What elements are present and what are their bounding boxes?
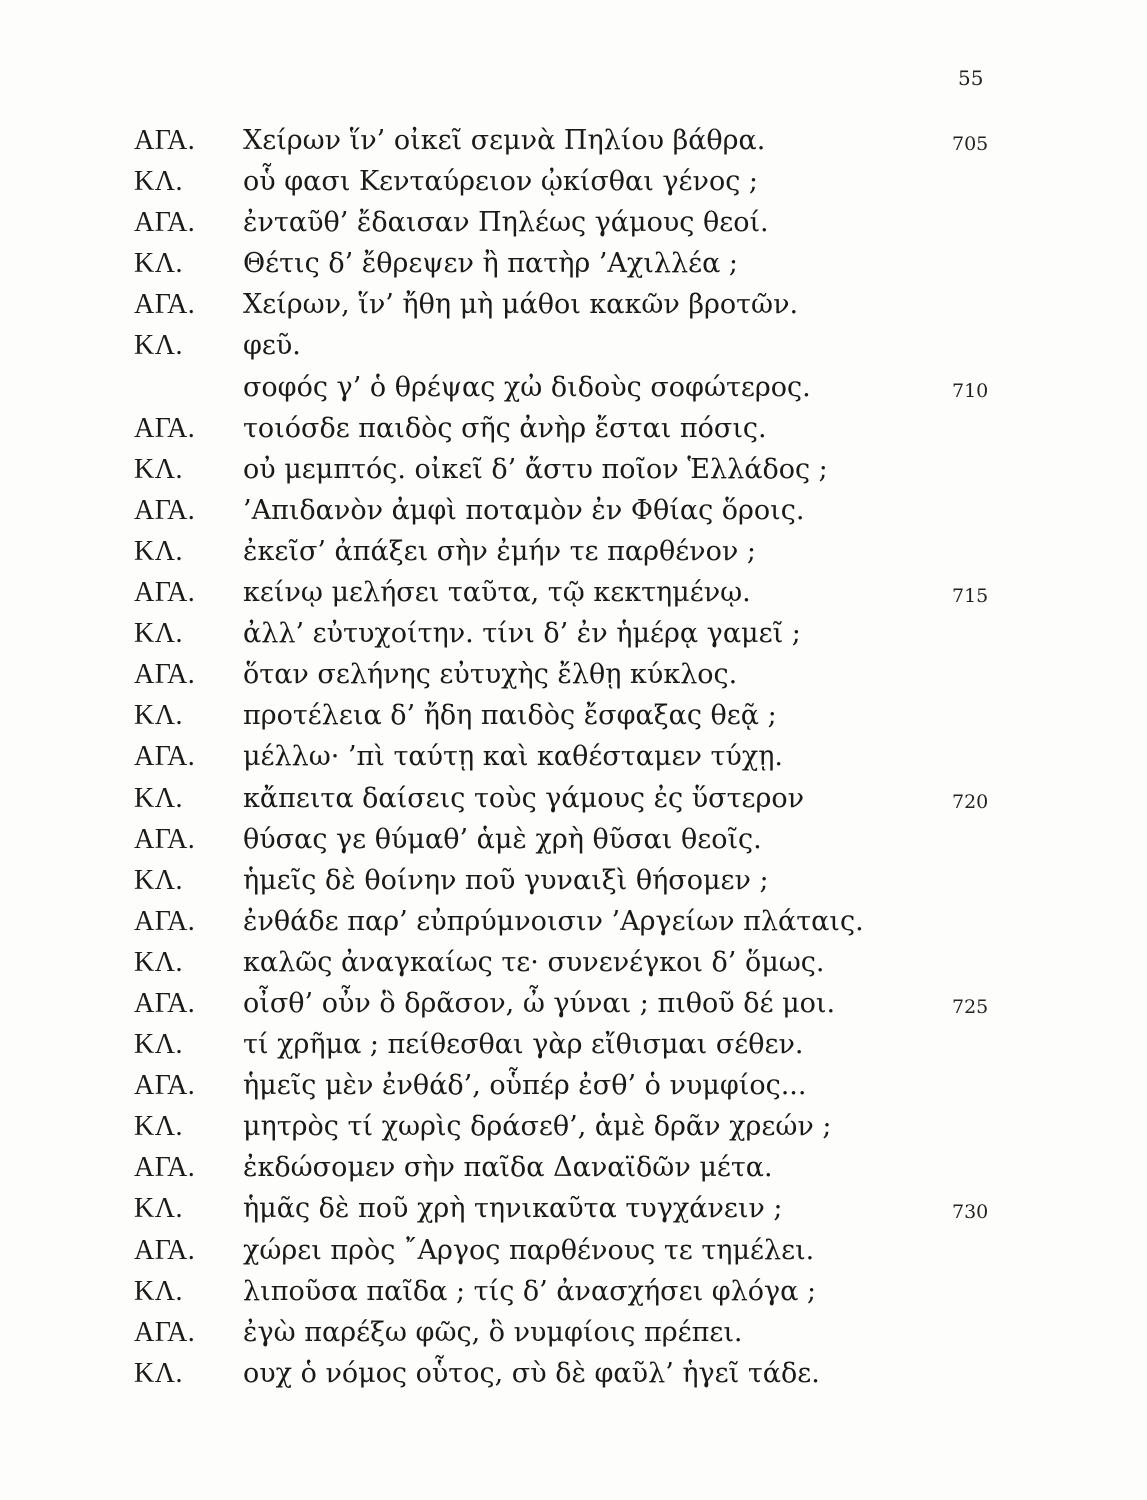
line-number: 720 (952, 790, 989, 813)
verse-text-line: ἡμεῖς δὲ θοίνην ποῦ γυναιξὶ θήσομεν ; (243, 864, 769, 896)
speaker-label: ΑΓΑ. (134, 659, 196, 691)
verse-line (134, 613, 994, 654)
speaker-label: ΑΓΑ. (134, 1234, 196, 1266)
verse-text-line: ουχ ὁ νόμος οὗτος, σὺ δὲ φαῦλ’ ἡγεῖ τάδε. (243, 1357, 820, 1389)
verse-line (134, 572, 994, 613)
verse-line (134, 408, 994, 449)
verse-line (134, 778, 994, 819)
speaker-label: ΑΓΑ. (134, 741, 196, 773)
verse-text-line: Χείρων, ἵν’ ἤθη μὴ μάθοι κακῶν βροτῶν. (243, 289, 799, 321)
speaker-label: ΚΛ. (134, 330, 184, 362)
speaker-label: ΚΛ. (134, 864, 184, 896)
page-number: 55 (958, 66, 984, 90)
speaker-label: ΑΓΑ. (134, 412, 196, 444)
verse-line (134, 1188, 994, 1229)
verse-text-line: θύσας γε θύμαθ’ ἁμὲ χρὴ θῦσαι θεοῖς. (243, 823, 762, 855)
verse-text-line: ’Απιδανὸν ἀμφὶ ποταμὸν ἐν Φθίας ὅροις. (243, 494, 805, 526)
speaker-label: ΚΛ. (134, 1275, 184, 1307)
speaker-label: ΑΓΑ. (134, 1152, 196, 1184)
verse-text-line: ἡμεῖς μὲν ἐνθάδ’, οὗπέρ ἐσθ’ ὁ νυμφίος... (243, 1070, 807, 1102)
verse-line (134, 120, 994, 161)
speaker-label: ΑΓΑ. (134, 207, 196, 239)
verse-text-line: τοιόσδε παιδὸς σῆς ἀνὴρ ἔσται πόσις. (243, 412, 767, 444)
verse-line (134, 490, 994, 531)
verse-line (134, 1312, 994, 1353)
speaker-label: ΑΓΑ. (134, 289, 196, 321)
speaker-label: ΑΓΑ. (134, 494, 196, 526)
verse-text-line: ἀλλ’ εὐτυχοίτην. τίνι δ’ ἐν ἡμέρᾳ γαμεῖ ; (243, 618, 801, 650)
verse-text-line: ὅταν σελήνης εὐτυχὴς ἔλθῃ κύκλος. (243, 659, 738, 691)
line-number: 715 (952, 585, 989, 608)
verse-text-line: μέλλω· ’πὶ ταύτῃ καὶ καθέσταμεν τύχῃ. (243, 741, 783, 773)
verse-line (134, 531, 994, 572)
verse-text-line: οὐ μεμπτός. οἰκεῖ δ’ ἄστυ ποῖον Ἑλλάδος ; (243, 453, 828, 485)
verse-line (134, 1271, 994, 1312)
verse-text-line: φεῦ. (243, 330, 301, 362)
speaker-label: ΑΓΑ. (134, 125, 196, 156)
speaker-label: ΚΛ. (134, 700, 184, 732)
verse-text-line: προτέλεια δ’ ἤδη παιδὸς ἔσφαξας θεᾷ ; (243, 700, 777, 732)
speaker-label: ΑΓΑ. (134, 823, 196, 855)
verse-text-line: κἄπειτα δαίσεις τοὺς γάμους ἐς ὕστερον (243, 782, 805, 814)
verse-text-line: οἶσθ’ οὖν ὃ δρᾶσον, ὦ γύναι ; πιθοῦ δέ μοι. (243, 987, 836, 1019)
verse-line (134, 284, 994, 325)
verse-text-line: σοφός γ’ ὁ θρέψας χὠ διδοὺς σοφώτερος. (243, 371, 811, 403)
line-number: 705 (952, 133, 989, 155)
speaker-label: ΑΓΑ. (134, 577, 196, 609)
verse-line (134, 1024, 994, 1065)
verse-text-line: ἐνταῦθ’ ἔδαισαν Πηλέως γάμους θεοί. (243, 207, 769, 239)
verse-line (134, 695, 994, 736)
verse-text-line: ἡμᾶς δὲ ποῦ χρὴ τηνικαῦτα τυγχάνειν ; (243, 1193, 783, 1225)
verse-text-line: ἐνθάδε παρ’ εὐπρύμνοισιν ’Αργείων πλάταις. (243, 905, 864, 937)
speaker-label: ΚΛ. (134, 535, 184, 567)
speaker-label: ΑΓΑ. (134, 905, 196, 937)
speaker-label: ΑΓΑ. (134, 1070, 196, 1102)
speaker-label: ΚΛ. (134, 618, 184, 650)
verse-text-line: Θέτις δ’ ἔθρεψεν ἢ πατὴρ ’Αχιλλέα ; (243, 248, 738, 280)
verse-line (134, 1230, 994, 1271)
verse-text-line: καλῶς ἀναγκαίως τε· συνενέγκοι δ’ ὅμως. (243, 946, 825, 978)
verse-text-line: μητρὸς τί χωρὶς δράσεθ’, ἁμὲ δρᾶν χρεών ; (243, 1111, 832, 1143)
speaker-label: ΚΛ. (134, 166, 184, 198)
speaker-label: ΚΛ. (134, 1193, 184, 1225)
speaker-label: ΚΛ. (134, 1357, 184, 1389)
verse-text-line: χώρει πρὸς ῎Αργος παρθένους τε τημέλει. (243, 1234, 815, 1266)
speaker-label: ΚΛ. (134, 248, 184, 280)
verse-line (134, 161, 994, 202)
verse-text-line: Χείρων ἵν’ οἰκεῖ σεμνὰ Πηλίου βάθρα. (243, 125, 766, 156)
verse-text-line: κείνῳ μελήσει ταῦτα, τῷ κεκτημένῳ. (243, 577, 751, 609)
speaker-label: ΑΓΑ. (134, 987, 196, 1019)
verse-text-line: ἐκεῖσ’ ἀπάξει σὴν ἐμήν τε παρθένον ; (243, 535, 756, 567)
verse-text-line: ἐκδώσομεν σὴν παῖδα Δαναϊδῶν μέτα. (243, 1152, 773, 1184)
line-number: 725 (952, 995, 989, 1018)
verse-line (134, 942, 994, 983)
verse-line (134, 901, 994, 942)
verse-line (134, 1065, 994, 1106)
speaker-label: ΚΛ. (134, 782, 184, 814)
verse-line (134, 449, 994, 490)
verse-text (134, 120, 994, 1394)
verse-line (134, 243, 994, 284)
verse-line (134, 202, 994, 243)
verse-text-line: λιποῦσα παῖδα ; τίς δ’ ἀνασχήσει φλόγα ; (243, 1275, 817, 1307)
line-number: 730 (952, 1201, 989, 1224)
verse-line (134, 736, 994, 777)
speaker-label: ΚΛ. (134, 1029, 184, 1061)
verse-line (134, 325, 994, 366)
verse-text-line: οὗ φασι Κενταύρειον ᾠκίσθαι γένος ; (243, 166, 759, 198)
speaker-label: ΑΓΑ. (134, 1316, 196, 1348)
verse-line (134, 860, 994, 901)
verse-line (134, 819, 994, 860)
speaker-label: ΚΛ. (134, 453, 184, 485)
speaker-label: ΚΛ. (134, 946, 184, 978)
verse-line (134, 983, 994, 1024)
verse-line (134, 1106, 994, 1147)
verse-line (134, 654, 994, 695)
verse-line (134, 367, 994, 408)
verse-text-line: ἐγὼ παρέξω φῶς, ὃ νυμφίοις πρέπει. (243, 1316, 743, 1348)
line-number: 710 (952, 379, 989, 402)
verse-text-line: τί χρῆμα ; πείθεσθαι γὰρ εἴθισμαι σέθεν. (243, 1029, 804, 1061)
verse-line (134, 1147, 994, 1188)
speaker-label: ΚΛ. (134, 1111, 184, 1143)
verse-line (134, 1353, 994, 1394)
